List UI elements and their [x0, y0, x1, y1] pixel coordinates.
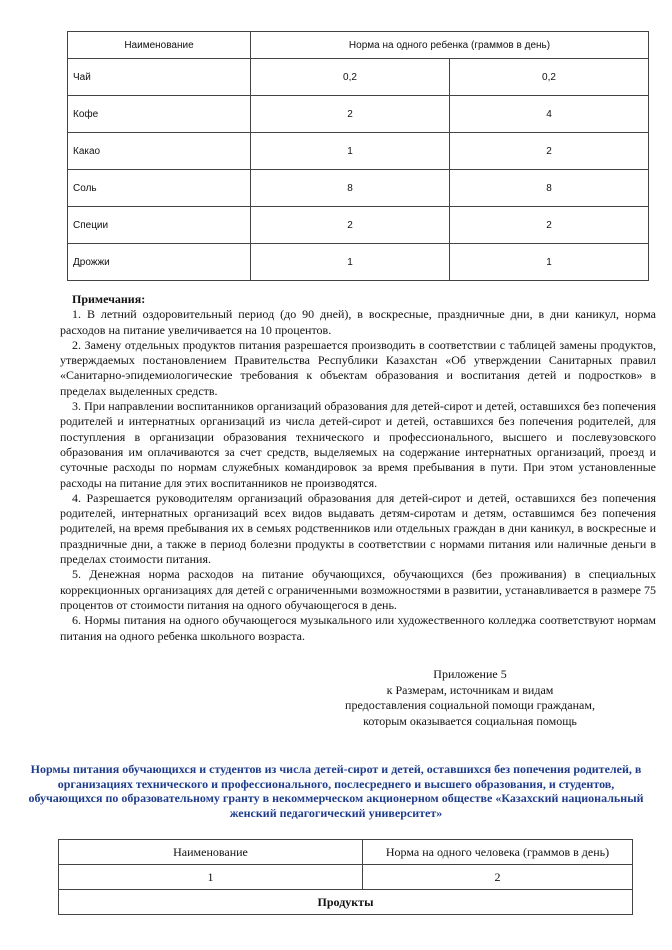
row-value-2: 0,2: [450, 59, 649, 96]
appendix-line: к Размерам, источникам и видам: [386, 682, 554, 697]
table-row: [68, 59, 649, 96]
norms-per-person-table: [58, 839, 633, 915]
row-value-2: 2: [450, 207, 649, 244]
row-value-2: 8: [450, 170, 649, 207]
row-name: Специи: [68, 207, 251, 244]
section-heading: Нормы питания обучающихся и студентов из числа детей-сирот и детей, оставшихся без попечения родителей, в организациях технического и профессионального, послесреднего и высшего образования, и студентов, обучающихся по образовательному гранту в некоммерческом акционерном обществе «Казахский национальный женский педагогический университет»: [28, 762, 644, 820]
row-value-1: 2: [251, 207, 450, 244]
header-name: Наименование: [68, 32, 251, 59]
row-value-2: 4: [450, 96, 649, 133]
norms-per-child-table: [67, 31, 649, 281]
table-row: [68, 244, 649, 281]
note-item: 5. Денежная норма расходов на питание обучающихся, обучающихся (без проживания) в специальных коррекционных организациях для детей с ограниченными возможностями в развитии, устанавливается в размере 75 процентов от стоимости питания на одного обучающегося в день.: [60, 567, 656, 612]
column-number-row: [59, 865, 633, 890]
header-name: Наименование: [59, 840, 363, 865]
column-number: 1: [59, 865, 363, 890]
row-value-1: 1: [251, 133, 450, 170]
section-row: [59, 890, 633, 915]
note-item: 6. Нормы питания на одного обучающегося музыкального или художественного колледжа соответствуют нормам питания на одного ребенка школьного возраста.: [60, 613, 656, 643]
row-name: Соль: [68, 170, 251, 207]
row-value-1: 1: [251, 244, 450, 281]
table-row: [68, 207, 649, 244]
table-header-row: [59, 840, 633, 865]
notes-section: [60, 292, 656, 644]
note-item: 2. Замену отдельных продуктов питания разрешается производить в соответствии с таблицей замены продуктов, утверждаемых постановлением Правительства Республики Казахстан «Об утверждении Санитарных правил «Санитарно-эпидемиологические требования к объектам образования и воспитания детей и подростков» в пределах выделенных средств.: [60, 337, 656, 398]
table-header-row: [68, 32, 649, 59]
row-name: Какао: [68, 133, 251, 170]
row-value-1: 2: [251, 96, 450, 133]
table-row: [68, 133, 649, 170]
column-number: 2: [363, 865, 633, 890]
table-row: [68, 170, 649, 207]
note-item: 3. При направлении воспитанников организаций образования для детей-сирот и детей, оставшихся без попечения родителей и интернатных организаций из числа детей-сирот и детей, оставшихся без попечения родителей, для поступления в организации образования технического и профессионального, высшего и послевузовского образования им оплачиваются за счет средств, выделяемых на содержание интернатных организаций, проезд и суточные расходы по нормам служебных командировок за время пребывания в пути. При этом установленные расходы на питание для этих воспитанников не производятся.: [60, 399, 656, 490]
table-row: [68, 96, 649, 133]
appendix-line: предоставления социальной помощи гражданам,: [345, 698, 595, 712]
appendix-line: которым оказывается социальная помощь: [363, 713, 577, 728]
row-name: Чай: [68, 59, 251, 96]
appendix-line: Приложение 5: [433, 667, 507, 681]
appendix-reference: [300, 667, 640, 729]
row-value-1: 8: [251, 170, 450, 207]
row-value-1: 0,2: [251, 59, 450, 96]
note-item: 4. Разрешается руководителям организаций образования для детей-сирот и детей, оставшихся без попечения родителей, интернатных организаций всех видов выдавать детям-сиротам и детям, оставшимся без попечения родителей, на время пребывания их в семьях родственников или отдельных граждан в дни каникул, в воскресные и праздничные дни, а также в период болезни продукты в соответствии с нормами питания или наличные деньги в пределах стоимости питания.: [60, 490, 656, 567]
row-name: Кофе: [68, 96, 251, 133]
header-norm: Норма на одного человека (граммов в день): [363, 840, 633, 865]
row-value-2: 1: [450, 244, 649, 281]
row-name: Дрожжи: [68, 244, 251, 281]
section-label-products: Продукты: [59, 890, 633, 915]
note-item: 1. В летний оздоровительный период (до 90 дней), в воскресные, праздничные дни, в дни каникул, норма расходов на питание увеличивается на 10 процентов.: [60, 307, 656, 337]
notes-title: Примечания:: [72, 292, 146, 306]
row-value-2: 2: [450, 133, 649, 170]
header-norm: Норма на одного ребенка (граммов в день): [251, 32, 649, 59]
